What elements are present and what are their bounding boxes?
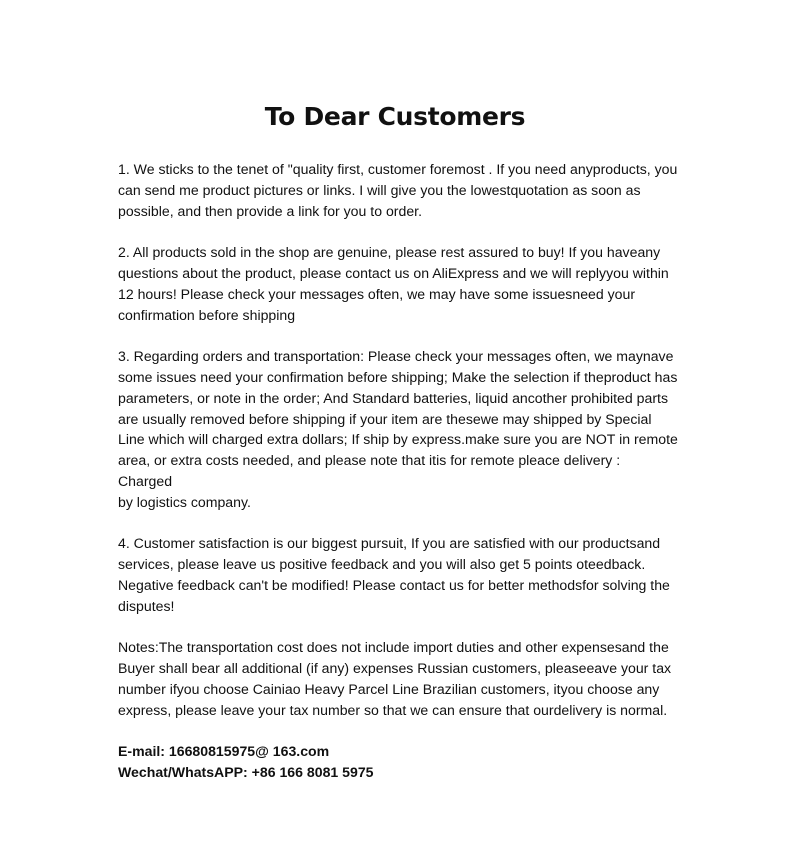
paragraph-quality: 1. We sticks to the tenet of "quality first, customer foremost . If you need anyproducts, you can send me product pictures or links. I will give you the lowestquotation as soon as possible, and then provide a link for you to order. <box>118 161 678 219</box>
paragraph-genuine-products: 2. All products sold in the shop are genuine, please rest assured to buy! If you haveany questions about the product, please contact us on AliExpress and we will replyyou within 12 hours! Please check your messages often, we may have some issuesneed your confirmation before shipping <box>118 244 669 323</box>
document-body <box>118 159 678 783</box>
paragraph-notes: Notes:The transportation cost does not include import duties and other expensesand the Buyer shall bear all additional (if any) expenses Russian customers, pleaseeave your tax number ifyou choose Cainiao Heavy Parcel Line Brazilian customers, ityou choose any express, please leave your tax number so that we can ensure that ourdelivery is normal. <box>118 639 672 718</box>
paragraph-feedback: 4. Customer satisfaction is our biggest pursuit, If you are satisfied with our productsand services, please leave us positive feedback and you will also get 5 points oteedback. Negative feedback can't be modified! Please contact us for better methodsfor solving the disputes! <box>118 535 670 614</box>
contact-email: E-mail: 16680815975@ 163.com <box>118 743 330 760</box>
page-title: To Dear Customers <box>264 102 526 131</box>
contact-phone: Wechat/WhatsAPP: +86 166 8081 5975 <box>118 764 374 781</box>
paragraph-orders-transportation: 3. Regarding orders and transportation: Please check your messages often, we maynave some issues need your confirmation before shipping; Make the selection if theproduct has parameters, or note in the order; And Standard batteries, liquid ancother prohibited parts are usually removed before shipping if your item are thesewe may shipped by Special Line which will charged extra dollars; If ship by express.make sure you are NOT in remote area, or extra costs needed, and please note that itis for remote pleace delivery : Charged by logistics company. <box>118 348 678 510</box>
